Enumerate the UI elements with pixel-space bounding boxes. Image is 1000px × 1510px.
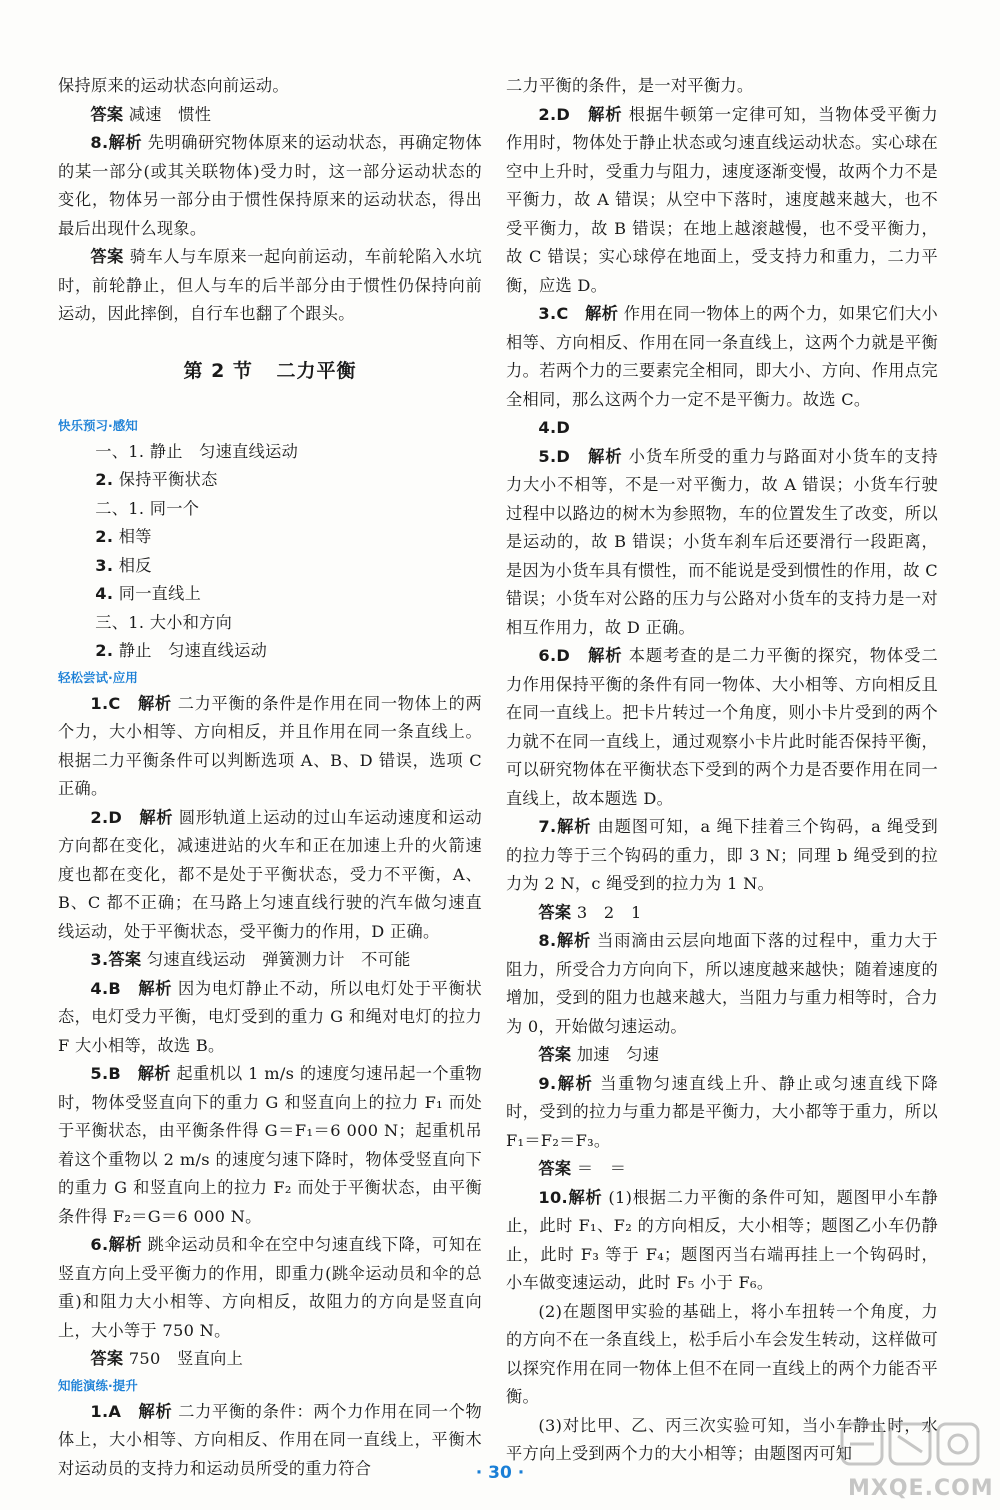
paragraph — [58, 101, 482, 130]
paragraph — [58, 804, 482, 947]
answer-label: 答案 — [90, 1349, 124, 1368]
paragraph — [506, 101, 938, 301]
paragraph-text: 起重机以 1 m/s 的速度匀速吊起一个重物时，物体受竖直向下的重力 G 和竖直向上的拉力 F₁ 而处于平衡状态，由平衡条件得 G＝F₁＝6 000 N；起重机吊着这个重物以 2 m/s 的速度匀速下降时，物体受竖直向下的重力 G 和竖直向上的拉力 F₂ 而处于平衡状态，由平衡条件得 F₂＝G＝6 000 N。 — [58, 1064, 482, 1226]
answer-label: 答案 — [538, 902, 572, 922]
left-body — [58, 416, 482, 1484]
answer-label: 10.解析 — [538, 1187, 603, 1207]
paragraph-text: 二力平衡的条件：两个力作用在同一个物体上，大小相等、方向相反、作用在同一直线上，平衡木对运动员的支持力和运动员所受的重力符合 — [58, 1401, 482, 1478]
paragraph-text: 3 2 1 — [571, 902, 642, 922]
paragraph-text: 根据牛顿第一定律可知，当物体受平衡力作用时，物体处于静止状态或匀速直线运动状态。实心球在空中上升时，受重力与阻力，速度逐渐变慢，故两个力不是平衡力，故 A 错误；从空中下落时，速度越来越大，也不受平衡力，故 B 错误；在地上越滚越慢，也不受平衡力，故 C 错误；实心球停在地面上，受支持力和重力，二力平衡，应选 D。 — [506, 104, 938, 295]
paragraph-text: 同一直线上 — [113, 584, 202, 603]
paragraph — [58, 438, 482, 467]
paragraph-text: (3)对比甲、乙、丙三次实验可知，当小车静止时，水平方向上受到两个力的大小相等；由题图丙可知 — [506, 1415, 938, 1463]
answer-label: 答案 — [90, 104, 124, 124]
paragraph — [58, 690, 482, 804]
right-column — [506, 72, 938, 1469]
paragraph-text: (1)根据二力平衡的条件可知，题图甲小车静止，此时 F₁、F₂ 的方向相反，大小相等；题图乙小车仍静止，此时 F₃ 等于 F₄；题图丙当右端再挂上一个钩码时，小车做变速运动，此时 F₅ 小于 F₆。 — [506, 1187, 938, 1292]
category-heading: 快乐预习·感知 — [58, 417, 138, 433]
paragraph — [506, 899, 938, 928]
category-heading: 轻松尝试·应用 — [58, 669, 138, 685]
answer-label: 3.答案 — [90, 950, 142, 969]
paragraph — [58, 243, 482, 329]
paragraph — [58, 466, 482, 495]
answer-label: 5.B 解析 — [90, 1064, 171, 1083]
paragraph — [58, 552, 482, 581]
section-title-name: 二力平衡 — [276, 359, 357, 382]
paragraph — [506, 642, 938, 813]
paragraph — [58, 72, 482, 101]
paragraph — [58, 637, 482, 666]
answer-label: 4.B 解析 — [90, 978, 173, 998]
section-title — [58, 356, 482, 383]
paragraph — [58, 1060, 482, 1231]
paragraph — [58, 1345, 482, 1374]
paragraph-text: 一、1. 静止 匀速直线运动 — [95, 441, 299, 461]
paragraph-text: 750 竖直向上 — [123, 1349, 244, 1368]
paragraph-text: 由题图可知，a 绳下挂着三个钩码，a 绳受到的拉力等于三个钩码的重力，即 3 N；同理 b 绳受到的拉力为 2 N，c 绳受到的拉力为 1 N。 — [506, 817, 938, 893]
answer-label: 4.D — [538, 418, 571, 437]
paragraph-text: 小货车所受的重力与路面对小货车的支持力大小不相等，不是一对平衡力，故 A 错误；小货车行驶过程中以路边的树木为参照物，车的位置发生了改变，所以是运动的，故 B 错误；小货车刹车后还要滑行一段距离，是因为小货车具有惯性，而不能说是受到惯性的作用，故 C 错误；小货车对公路的压力与公路对小货车的支持力是一对相互作用力，故 D 正确。 — [506, 446, 938, 637]
paragraph — [58, 609, 482, 638]
paragraph — [506, 1041, 938, 1070]
paragraph-text: 二力平衡的条件是作用在同一物体上的两个力，大小相等、方向相反，并且作用在同一条直线上。根据二力平衡条件可以判断选项 A、B、D 错误，选项 C 正确。 — [58, 693, 482, 798]
paragraph-text: (2)在题图甲实验的基础上，将小车扭转一个角度，力的方向不在一条直线上，松手后小车会发生转动，这样做可以探究作用在同一物体上但不在同一直线上的两个力能否平衡。 — [506, 1301, 938, 1406]
answer-label: 2.D 解析 — [90, 807, 174, 827]
paragraph — [506, 813, 938, 899]
paragraph — [506, 1155, 938, 1184]
answer-label: 答案 — [538, 1159, 572, 1178]
paragraph-text: 作用在同一物体上的两个力，如果它们大小相等、方向相反、作用在同一条直线上，这两个力就是平衡力。若两个力的三要素完全相同，即大小、方向、作用点完全相同，那么这两个力一定不是平衡力。故选 C。 — [506, 304, 938, 409]
answer-label: 2. — [95, 641, 114, 660]
answer-label: 3. — [95, 555, 114, 575]
paragraph-text: 保持原来的运动状态向前运动。 — [58, 76, 289, 95]
answer-label: 2. — [95, 527, 114, 546]
paragraph — [506, 414, 938, 443]
paragraph-text: 骑车人与车原来一起向前运动，车前轮陷入水坑时，前轮静止，但人与车的后半部分由于惯性仍保持向前运动，因此摔倒，自行车也翻了个跟头。 — [58, 247, 482, 323]
paragraph-text: 三、1. 大小和方向 — [95, 612, 233, 632]
paragraph — [506, 1298, 938, 1412]
paragraph-text: 静止 匀速直线运动 — [113, 641, 268, 660]
left-intro — [58, 72, 482, 329]
answer-label: 6.解析 — [90, 1235, 143, 1254]
paragraph-text: 保持平衡状态 — [113, 470, 218, 489]
paragraph — [506, 1070, 938, 1156]
paragraph — [58, 1231, 482, 1345]
paragraph-text: 相反 — [113, 555, 152, 575]
paragraph-text: 先明确研究物体原来的运动状态，再确定物体的某一部分(或其关联物体)受力时，这一部分运动状态的变化，物体另一部分由于惯性保持原来的运动状态，得出最后出现什么现象。 — [58, 133, 482, 238]
answer-label: 8.解析 — [90, 133, 143, 152]
paragraph-text: 因为电灯静止不动，所以电灯处于平衡状态，电灯受力平衡，电灯受到的重力 G 和绳对电灯的拉力 F 大小相等，故选 B。 — [58, 978, 482, 1055]
answer-label: 2.D 解析 — [538, 104, 623, 124]
answer-label: 2. — [95, 470, 114, 489]
paragraph-text: 跳伞运动员和伞在空中匀速直线下降，可知在竖直方向上受平衡力的作用，即重力(跳伞运动员和伞的总重)和阻力大小相等、方向相反，故阻力的方向是竖直向上，大小等于 750 N。 — [58, 1235, 482, 1340]
section-title-number: 第 2 节 — [183, 359, 253, 382]
watermark-logo — [838, 1418, 994, 1504]
category-heading: 知能演练·提升 — [58, 1377, 138, 1393]
answer-label: 6.D 解析 — [538, 646, 623, 665]
paragraph-text: 圆形轨道上运动的过山车运动速度和运动方向都在变化，减速进站的火车和正在加速上升的火箭速度也都在变化，都不是处于平衡状态，受力不平衡，A、B、C 都不正确；在马路上匀速直线行驶的汽车做匀速直线运动，处于平衡状态，受平衡力的作用，D 正确。 — [58, 807, 482, 941]
answer-label: 4. — [95, 584, 114, 603]
answer-label: 答案 — [90, 247, 124, 266]
paragraph-text: 减速 惯性 — [123, 104, 212, 124]
left-column — [58, 72, 482, 1483]
right-body — [506, 72, 938, 1469]
paragraph — [58, 129, 482, 243]
paragraph — [506, 72, 938, 101]
answer-label: 8.解析 — [538, 931, 592, 950]
paragraph — [58, 975, 482, 1061]
paragraph — [506, 300, 938, 414]
watermark-text: MXQE.COM — [848, 1476, 994, 1501]
paragraph-text: ＝ ＝ — [571, 1159, 627, 1178]
paragraph-text: 相等 — [113, 527, 152, 546]
paragraph-text: 当重物匀速直线上升、静止或匀速直线下降时，受到的拉力与重力都是平衡力，大小都等于重力，所以 F₁＝F₂＝F₃。 — [506, 1073, 938, 1150]
paragraph-text: 二力平衡的条件，是一对平衡力。 — [506, 76, 754, 95]
paragraph — [506, 927, 938, 1041]
paragraph — [58, 523, 482, 552]
paragraph — [58, 580, 482, 609]
paragraph — [506, 443, 938, 643]
paragraph-text: 当雨滴由云层向地面下落的过程中，重力大于阻力，所受合力方向向下，所以速度越来越快；随着速度的增加，受到的阻力也越来越大，当阻力与重力相等时，合力为 0，开始做匀速运动。 — [506, 931, 938, 1036]
answer-label: 9.解析 — [538, 1073, 594, 1093]
answer-label: 答案 — [538, 1045, 572, 1064]
watermark-icon — [838, 1418, 988, 1478]
answer-label: 3.C 解析 — [538, 304, 619, 323]
paragraph — [58, 946, 482, 975]
answer-label: 1.C 解析 — [90, 693, 172, 713]
paragraph — [506, 1184, 938, 1298]
answer-label: 5.D 解析 — [538, 446, 623, 466]
answer-label: 1.A 解析 — [90, 1401, 173, 1421]
paragraph-text: 加速 匀速 — [571, 1045, 660, 1064]
paragraph-text: 二、1. 同一个 — [95, 498, 200, 518]
paragraph-text: 本题考查的是二力平衡的探究，物体受二力作用保持平衡的条件有同一物体、大小相等、方向相反且在同一直线上。把卡片转过一个角度，则小卡片受到的两个力就不在同一直线上，通过观察小卡片此时能否保持平衡，可以研究物体在平衡状态下受到的两个力是否要作用在同一直线上，故本题选 D。 — [506, 646, 938, 808]
paragraph-text: 匀速直线运动 弹簧测力计 不可能 — [141, 950, 411, 969]
answer-label: 7.解析 — [538, 817, 592, 836]
paragraph — [58, 495, 482, 524]
page-number: · 30 · — [475, 1463, 525, 1483]
